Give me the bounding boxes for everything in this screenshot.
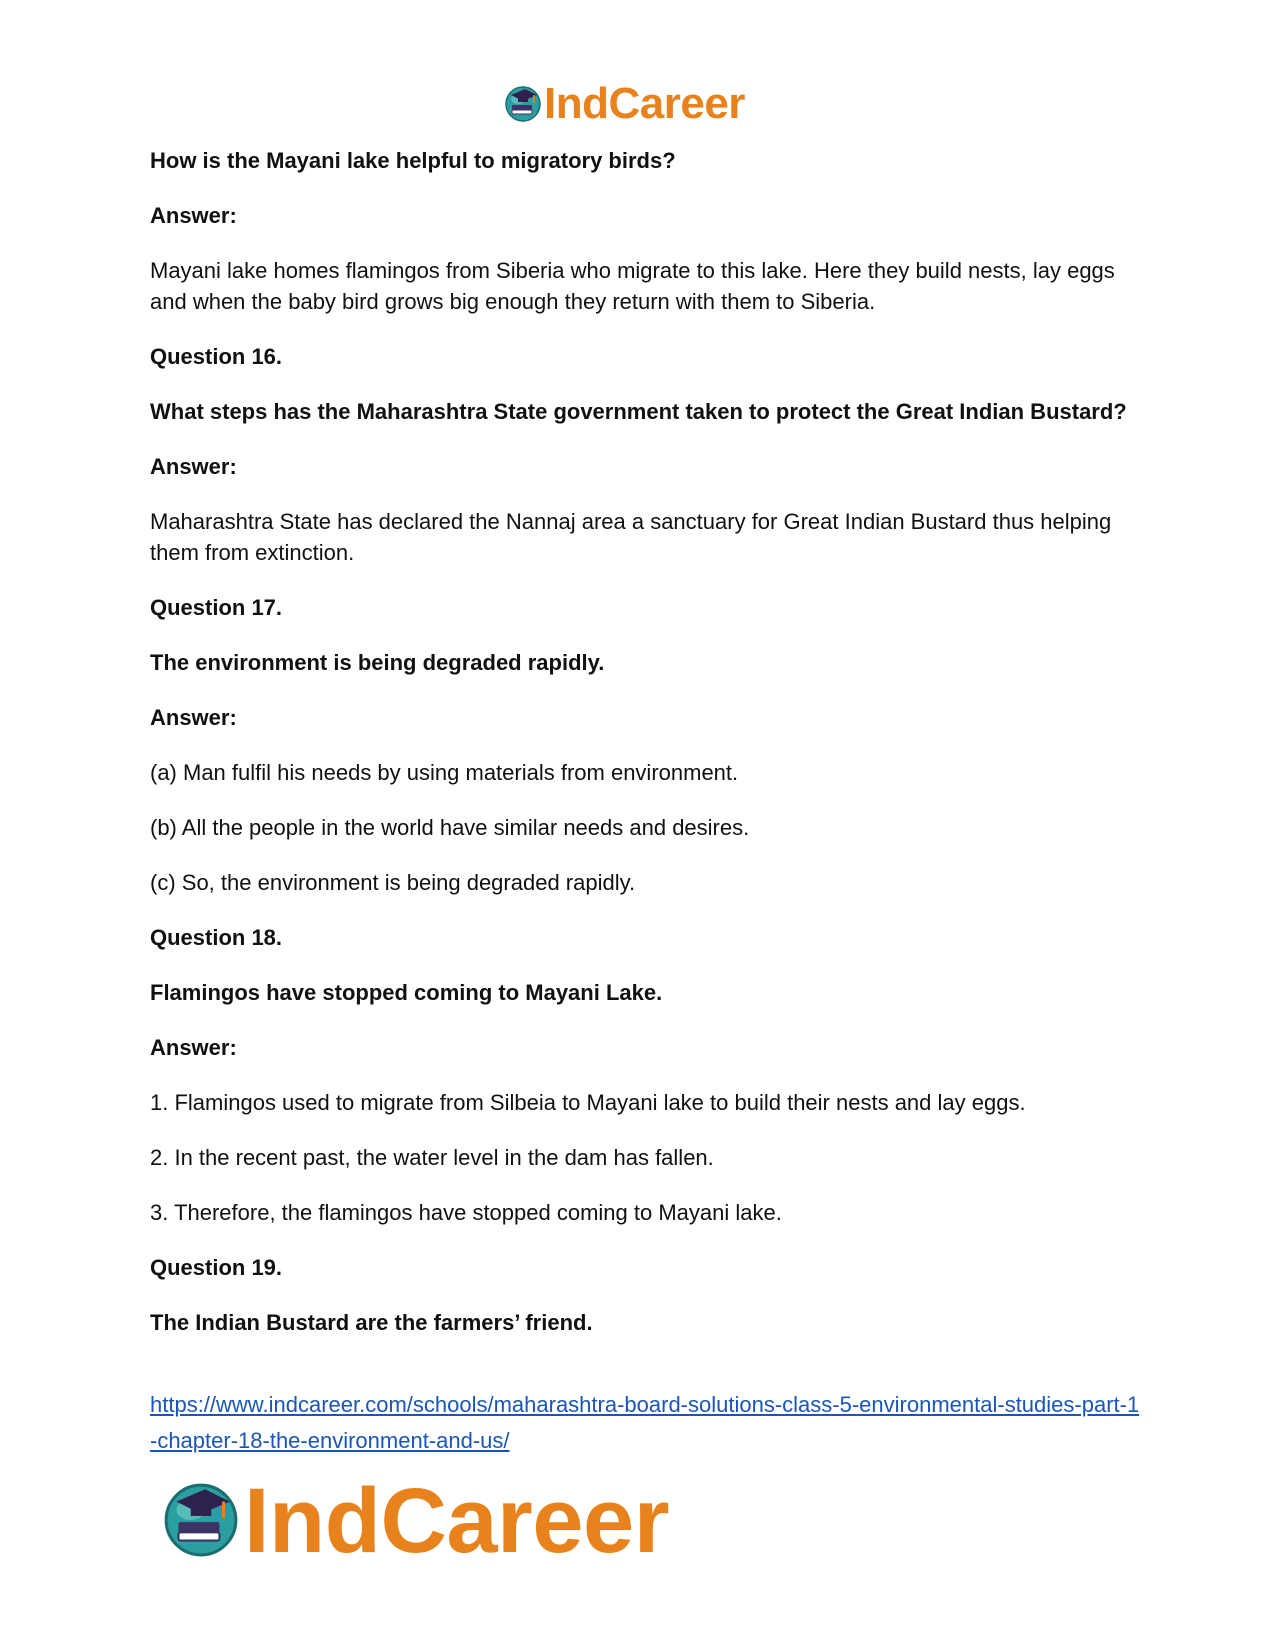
question-text: Flamingos have stopped coming to Mayani Lake. bbox=[150, 980, 663, 1005]
answer-list-item: (c) So, the environment is being degraded rapidly. bbox=[150, 870, 636, 895]
graduation-globe-icon bbox=[160, 1477, 242, 1559]
logo-wordmark: IndCareer bbox=[244, 1470, 669, 1572]
question-number: Question 17. bbox=[150, 595, 283, 620]
header-logo bbox=[503, 78, 745, 128]
question-text: What steps has the Maharashtra State government taken to protect the Great Indian Bustard? bbox=[150, 399, 1127, 424]
question-text: The environment is being degraded rapidly. bbox=[150, 650, 605, 675]
answer-list-item: 3. Therefore, the flamingos have stopped coming to Mayani lake. bbox=[150, 1200, 782, 1225]
answer-list-item: 1. Flamingos used to migrate from Silbeia to Mayani lake to build their nests and lay eggs. bbox=[150, 1090, 1026, 1115]
answer-text: Mayani lake homes flamingos from Siberia who migrate to this lake. Here they build nests, lay eggs and when the baby bird grows big enough they return with them to Siberia. bbox=[150, 258, 1115, 314]
question-number: Question 16. bbox=[150, 344, 283, 369]
footer-logo bbox=[160, 1468, 669, 1572]
source-link[interactable]: https://www.indcareer.com/schools/maharashtra-board-solutions-class-5-environmental-studies-part-1-chapter-18-the-environment-and-us/ bbox=[150, 1392, 1140, 1453]
answer-label: Answer: bbox=[150, 705, 237, 730]
answer-text: Maharashtra State has declared the Nannaj area a sanctuary for Great Indian Bustard thus helping them from extinction. bbox=[150, 509, 1112, 565]
answer-list-item: (a) Man fulfil his needs by using materials from environment. bbox=[150, 760, 739, 785]
answer-label: Answer: bbox=[150, 203, 237, 228]
answer-list-item: 2. In the recent past, the water level in the dam has fallen. bbox=[150, 1145, 714, 1170]
answer-list-item: (b) All the people in the world have similar needs and desires. bbox=[150, 815, 750, 840]
answer-label: Answer: bbox=[150, 454, 237, 479]
answer-label: Answer: bbox=[150, 1035, 237, 1060]
document-body bbox=[150, 145, 1130, 1338]
graduation-globe-icon bbox=[503, 83, 543, 123]
question-text: How is the Mayani lake helpful to migratory birds? bbox=[150, 148, 676, 173]
question-text: The Indian Bustard are the farmers’ friend. bbox=[150, 1310, 593, 1335]
logo-wordmark: IndCareer bbox=[544, 79, 745, 128]
question-number: Question 18. bbox=[150, 925, 283, 950]
question-number: Question 19. bbox=[150, 1255, 283, 1280]
source-link-block bbox=[150, 1387, 1140, 1459]
